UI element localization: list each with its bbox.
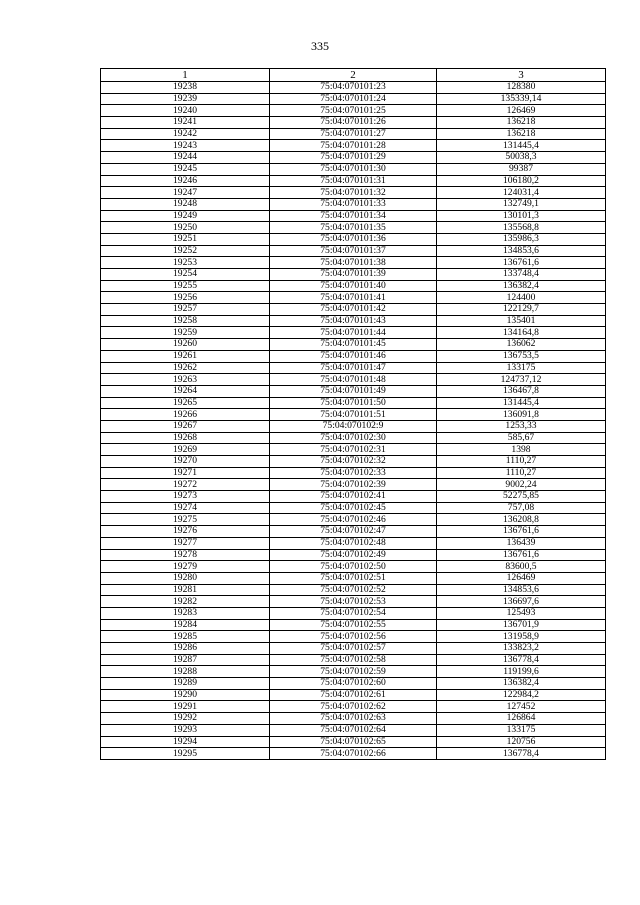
value-cell: 124031,4 <box>437 187 606 199</box>
table-row <box>101 187 606 199</box>
table-row <box>101 82 606 94</box>
row-number-cell: 19272 <box>101 479 270 491</box>
table-row <box>101 420 606 432</box>
table-row <box>101 631 606 643</box>
cadastral-number-cell: 75:04:070101:46 <box>270 350 437 362</box>
table-row <box>101 701 606 713</box>
row-number-cell: 19278 <box>101 549 270 561</box>
cadastral-number-cell: 75:04:070102:60 <box>270 678 437 690</box>
cadastral-number-cell: 75:04:070102:54 <box>270 607 437 619</box>
value-cell: 1398 <box>437 444 606 456</box>
table-row <box>101 432 606 444</box>
table-row <box>101 619 606 631</box>
table-row <box>101 479 606 491</box>
value-cell: 136382,4 <box>437 280 606 292</box>
table-row <box>101 713 606 725</box>
table-row <box>101 456 606 468</box>
table-row <box>101 362 606 374</box>
value-cell: 136467,8 <box>437 385 606 397</box>
table-row <box>101 444 606 456</box>
value-cell: 135339,14 <box>437 93 606 105</box>
table-row <box>101 572 606 584</box>
row-number-cell: 19279 <box>101 561 270 573</box>
header-row <box>101 69 606 82</box>
value-cell: 136761,6 <box>437 549 606 561</box>
cadastral-number-cell: 75:04:070102:33 <box>270 467 437 479</box>
cadastral-number-cell: 75:04:070102:31 <box>270 444 437 456</box>
row-number-cell: 19248 <box>101 198 270 210</box>
row-number-cell: 19240 <box>101 105 270 117</box>
value-cell: 99387 <box>437 163 606 175</box>
cadastral-number-cell: 75:04:070101:49 <box>270 385 437 397</box>
cadastral-number-cell: 75:04:070101:42 <box>270 304 437 316</box>
cadastral-number-cell: 75:04:070101:34 <box>270 210 437 222</box>
cadastral-number-cell: 75:04:070101:33 <box>270 198 437 210</box>
value-cell: 136778,4 <box>437 654 606 666</box>
table-row <box>101 397 606 409</box>
table-row <box>101 198 606 210</box>
value-cell: 120756 <box>437 736 606 748</box>
cadastral-number-cell: 75:04:070102:49 <box>270 549 437 561</box>
row-number-cell: 19269 <box>101 444 270 456</box>
table-row <box>101 280 606 292</box>
value-cell: 136218 <box>437 117 606 129</box>
value-cell: 133175 <box>437 724 606 736</box>
table-row <box>101 409 606 421</box>
column-header-2: 2 <box>270 69 437 82</box>
cadastral-number-cell: 75:04:070101:45 <box>270 339 437 351</box>
value-cell: 83600,5 <box>437 561 606 573</box>
value-cell: 133823,2 <box>437 643 606 655</box>
table-row <box>101 292 606 304</box>
cadastral-number-cell: 75:04:070102:63 <box>270 713 437 725</box>
cadastral-number-cell: 75:04:070101:26 <box>270 117 437 129</box>
row-number-cell: 19262 <box>101 362 270 374</box>
value-cell: 133175 <box>437 362 606 374</box>
row-number-cell: 19245 <box>101 163 270 175</box>
cadastral-number-cell: 75:04:070102:56 <box>270 631 437 643</box>
table-row <box>101 549 606 561</box>
row-number-cell: 19282 <box>101 596 270 608</box>
table-row <box>101 93 606 105</box>
cadastral-number-cell: 75:04:070101:32 <box>270 187 437 199</box>
row-number-cell: 19277 <box>101 537 270 549</box>
table-row <box>101 350 606 362</box>
row-number-cell: 19292 <box>101 713 270 725</box>
row-number-cell: 19274 <box>101 502 270 514</box>
value-cell: 122984,2 <box>437 689 606 701</box>
value-cell: 136062 <box>437 339 606 351</box>
cadastral-number-cell: 75:04:070102:53 <box>270 596 437 608</box>
row-number-cell: 19247 <box>101 187 270 199</box>
cadastral-number-cell: 75:04:070102:64 <box>270 724 437 736</box>
value-cell: 126469 <box>437 572 606 584</box>
cadastral-number-cell: 75:04:070102:46 <box>270 514 437 526</box>
value-cell: 130101,3 <box>437 210 606 222</box>
cadastral-number-cell: 75:04:070101:51 <box>270 409 437 421</box>
table-row <box>101 257 606 269</box>
value-cell: 131958,9 <box>437 631 606 643</box>
row-number-cell: 19273 <box>101 491 270 503</box>
row-number-cell: 19267 <box>101 420 270 432</box>
row-number-cell: 19238 <box>101 82 270 94</box>
row-number-cell: 19288 <box>101 666 270 678</box>
cadastral-number-cell: 75:04:070102:30 <box>270 432 437 444</box>
row-number-cell: 19285 <box>101 631 270 643</box>
cadastral-number-cell: 75:04:070101:36 <box>270 233 437 245</box>
cadastral-number-cell: 75:04:070101:39 <box>270 269 437 281</box>
table-row <box>101 678 606 690</box>
cadastral-number-cell: 75:04:070102:52 <box>270 584 437 596</box>
table-row <box>101 736 606 748</box>
table-row <box>101 374 606 386</box>
table-row <box>101 117 606 129</box>
cadastral-number-cell: 75:04:070101:29 <box>270 152 437 164</box>
table-row <box>101 304 606 316</box>
cadastral-number-cell: 75:04:070102:55 <box>270 619 437 631</box>
value-cell: 136778,4 <box>437 748 606 760</box>
cadastral-number-cell: 75:04:070102:39 <box>270 479 437 491</box>
cadastral-number-cell: 75:04:070102:47 <box>270 526 437 538</box>
value-cell: 136701,9 <box>437 619 606 631</box>
cadastral-number-cell: 75:04:070102:61 <box>270 689 437 701</box>
row-number-cell: 19257 <box>101 304 270 316</box>
table-row <box>101 385 606 397</box>
table-row <box>101 526 606 538</box>
row-number-cell: 19289 <box>101 678 270 690</box>
row-number-cell: 19241 <box>101 117 270 129</box>
row-number-cell: 19261 <box>101 350 270 362</box>
cadastral-number-cell: 75:04:070101:31 <box>270 175 437 187</box>
table-row <box>101 491 606 503</box>
value-cell: 9002,24 <box>437 479 606 491</box>
value-cell: 136753,5 <box>437 350 606 362</box>
table-row <box>101 724 606 736</box>
row-number-cell: 19255 <box>101 280 270 292</box>
row-number-cell: 19265 <box>101 397 270 409</box>
cadastral-number-cell: 75:04:070102:66 <box>270 748 437 760</box>
table-row <box>101 245 606 257</box>
row-number-cell: 19246 <box>101 175 270 187</box>
table-row <box>101 140 606 152</box>
cadastral-number-cell: 75:04:070101:25 <box>270 105 437 117</box>
cadastral-number-cell: 75:04:070101:47 <box>270 362 437 374</box>
table-row <box>101 514 606 526</box>
table-header <box>101 69 606 82</box>
table-row <box>101 128 606 140</box>
value-cell: 757,08 <box>437 502 606 514</box>
cadastral-number-cell: 75:04:070102:57 <box>270 643 437 655</box>
value-cell: 119199,6 <box>437 666 606 678</box>
table-row <box>101 584 606 596</box>
table-row <box>101 689 606 701</box>
row-number-cell: 19271 <box>101 467 270 479</box>
row-number-cell: 19293 <box>101 724 270 736</box>
row-number-cell: 19295 <box>101 748 270 760</box>
cadastral-number-cell: 75:04:070102:58 <box>270 654 437 666</box>
value-cell: 136697,6 <box>437 596 606 608</box>
value-cell: 136761,6 <box>437 257 606 269</box>
row-number-cell: 19270 <box>101 456 270 468</box>
row-number-cell: 19287 <box>101 654 270 666</box>
cadastral-number-cell: 75:04:070101:27 <box>270 128 437 140</box>
value-cell: 135986,3 <box>437 233 606 245</box>
row-number-cell: 19259 <box>101 327 270 339</box>
value-cell: 132749,1 <box>437 198 606 210</box>
table-row <box>101 666 606 678</box>
value-cell: 126864 <box>437 713 606 725</box>
row-number-cell: 19268 <box>101 432 270 444</box>
row-number-cell: 19249 <box>101 210 270 222</box>
table-row <box>101 233 606 245</box>
value-cell: 1110,27 <box>437 467 606 479</box>
cadastral-number-cell: 75:04:070102:65 <box>270 736 437 748</box>
page-number: 335 <box>311 39 329 53</box>
cadastral-number-cell: 75:04:070101:48 <box>270 374 437 386</box>
value-cell: 122129,7 <box>437 304 606 316</box>
cadastral-number-cell: 75:04:070101:50 <box>270 397 437 409</box>
table-row <box>101 502 606 514</box>
value-cell: 127452 <box>437 701 606 713</box>
cadastral-number-cell: 75:04:070102:9 <box>270 420 437 432</box>
table-row <box>101 210 606 222</box>
row-number-cell: 19250 <box>101 222 270 234</box>
row-number-cell: 19252 <box>101 245 270 257</box>
row-number-cell: 19253 <box>101 257 270 269</box>
cadastral-number-cell: 75:04:070102:32 <box>270 456 437 468</box>
value-cell: 125493 <box>437 607 606 619</box>
value-cell: 136208,8 <box>437 514 606 526</box>
value-cell: 106180,2 <box>437 175 606 187</box>
value-cell: 136761,6 <box>437 526 606 538</box>
table-row <box>101 163 606 175</box>
table-row <box>101 315 606 327</box>
row-number-cell: 19294 <box>101 736 270 748</box>
table-row <box>101 222 606 234</box>
row-number-cell: 19239 <box>101 93 270 105</box>
value-cell: 133748,4 <box>437 269 606 281</box>
cadastral-number-cell: 75:04:070101:35 <box>270 222 437 234</box>
cadastral-number-cell: 75:04:070102:41 <box>270 491 437 503</box>
row-number-cell: 19266 <box>101 409 270 421</box>
cadastral-number-cell: 75:04:070102:51 <box>270 572 437 584</box>
row-number-cell: 19286 <box>101 643 270 655</box>
cadastral-number-cell: 75:04:070101:41 <box>270 292 437 304</box>
value-cell: 124400 <box>437 292 606 304</box>
cadastral-number-cell: 75:04:070102:62 <box>270 701 437 713</box>
table-row <box>101 748 606 760</box>
cadastral-number-cell: 75:04:070101:28 <box>270 140 437 152</box>
cadastral-number-cell: 75:04:070102:45 <box>270 502 437 514</box>
row-number-cell: 19284 <box>101 619 270 631</box>
row-number-cell: 19275 <box>101 514 270 526</box>
table-body <box>101 82 606 760</box>
row-number-cell: 19243 <box>101 140 270 152</box>
value-cell: 128380 <box>437 82 606 94</box>
row-number-cell: 19281 <box>101 584 270 596</box>
table-row <box>101 654 606 666</box>
table-row <box>101 175 606 187</box>
row-number-cell: 19280 <box>101 572 270 584</box>
value-cell: 52275,85 <box>437 491 606 503</box>
table-row <box>101 339 606 351</box>
table-row <box>101 643 606 655</box>
row-number-cell: 19242 <box>101 128 270 140</box>
row-number-cell: 19290 <box>101 689 270 701</box>
cadastral-number-cell: 75:04:070101:38 <box>270 257 437 269</box>
row-number-cell: 19263 <box>101 374 270 386</box>
cadastral-number-cell: 75:04:070102:59 <box>270 666 437 678</box>
table-row <box>101 269 606 281</box>
row-number-cell: 19254 <box>101 269 270 281</box>
value-cell: 134164,8 <box>437 327 606 339</box>
row-number-cell: 19264 <box>101 385 270 397</box>
value-cell: 126469 <box>437 105 606 117</box>
row-number-cell: 19283 <box>101 607 270 619</box>
row-number-cell: 19256 <box>101 292 270 304</box>
table-row <box>101 467 606 479</box>
value-cell: 124737,12 <box>437 374 606 386</box>
value-cell: 134853,6 <box>437 245 606 257</box>
cadastral-number-cell: 75:04:070101:23 <box>270 82 437 94</box>
row-number-cell: 19244 <box>101 152 270 164</box>
table-row <box>101 105 606 117</box>
table-row <box>101 152 606 164</box>
value-cell: 131445,4 <box>437 397 606 409</box>
value-cell: 134853,6 <box>437 584 606 596</box>
value-cell: 135568,8 <box>437 222 606 234</box>
cadastral-number-cell: 75:04:070101:37 <box>270 245 437 257</box>
row-number-cell: 19276 <box>101 526 270 538</box>
table-row <box>101 561 606 573</box>
value-cell: 136218 <box>437 128 606 140</box>
value-cell: 136439 <box>437 537 606 549</box>
value-cell: 131445,4 <box>437 140 606 152</box>
cadastral-number-cell: 75:04:070101:44 <box>270 327 437 339</box>
row-number-cell: 19260 <box>101 339 270 351</box>
cadastral-number-cell: 75:04:070102:50 <box>270 561 437 573</box>
cadastral-number-cell: 75:04:070101:30 <box>270 163 437 175</box>
table-row <box>101 537 606 549</box>
value-cell: 136091,8 <box>437 409 606 421</box>
column-header-3: 3 <box>437 69 606 82</box>
cadastral-number-cell: 75:04:070101:43 <box>270 315 437 327</box>
row-number-cell: 19291 <box>101 701 270 713</box>
column-header-1: 1 <box>101 69 270 82</box>
value-cell: 50038,3 <box>437 152 606 164</box>
cadastral-number-cell: 75:04:070101:24 <box>270 93 437 105</box>
row-number-cell: 19258 <box>101 315 270 327</box>
value-cell: 1110,27 <box>437 456 606 468</box>
cadastral-number-cell: 75:04:070101:40 <box>270 280 437 292</box>
value-cell: 1253,33 <box>437 420 606 432</box>
cadastral-number-cell: 75:04:070102:48 <box>270 537 437 549</box>
value-cell: 585,67 <box>437 432 606 444</box>
table-row <box>101 596 606 608</box>
table-row <box>101 327 606 339</box>
value-cell: 136382,4 <box>437 678 606 690</box>
data-table <box>100 68 606 760</box>
value-cell: 135401 <box>437 315 606 327</box>
table-row <box>101 607 606 619</box>
row-number-cell: 19251 <box>101 233 270 245</box>
